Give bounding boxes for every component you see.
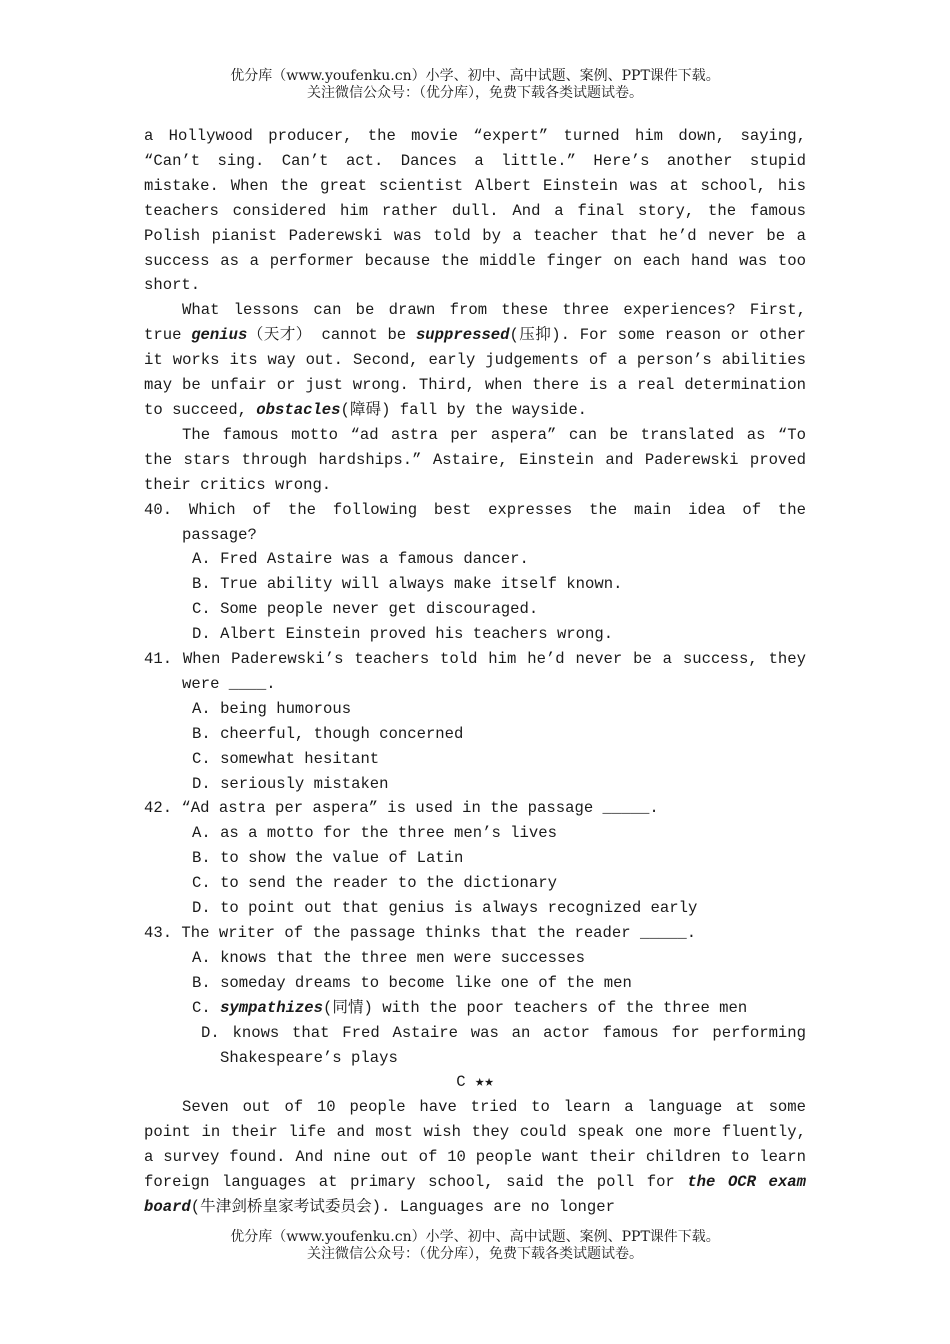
- question-42: [144, 796, 806, 921]
- option-b: B. cheerful, though concerned: [192, 724, 464, 743]
- option-a: A. knows that the three men were successes: [192, 948, 586, 967]
- option-c: C. Some people never get discouraged.: [192, 600, 539, 619]
- header-line-2: 关注微信公众号：（优分库），免费下载各类试题试卷。: [307, 85, 643, 101]
- text-run: (障碍) fall by the wayside.: [340, 400, 587, 419]
- header-line-1: 优分库（www.youfenku.cn）小学、初中、高中试题、案例、PPT课件下载。: [230, 68, 720, 84]
- option-b: B. True ability will always make itself known.: [192, 575, 623, 594]
- option-d: D. to point out that genius is always recognized early: [192, 899, 698, 918]
- option-d: D. seriously mistaken: [192, 774, 389, 793]
- text-run: （天才） cannot be: [247, 326, 416, 345]
- glossed-term-ocr-exam-board: the OCR exam board: [144, 1173, 806, 1216]
- option-a: A. Fred Astaire was a famous dancer.: [192, 550, 529, 569]
- glossed-word-suppressed: suppressed: [415, 326, 510, 345]
- glossed-word-obstacles: obstacles: [256, 400, 341, 419]
- option-a: A. as a motto for the three men’s lives: [192, 824, 557, 843]
- option-c: [144, 996, 806, 1021]
- passage-paragraph-2: [144, 298, 806, 423]
- option-c: C. to send the reader to the dictionary: [192, 874, 557, 893]
- question-41: [144, 647, 806, 796]
- question-stem: 42. “Ad astra per aspera” is used in the passage _____.: [144, 799, 659, 818]
- page-footer: [0, 1229, 950, 1263]
- section-c-title: C ★★: [456, 1073, 494, 1092]
- option-d: D. knows that Fred Astaire was an actor famous for performing Shakespeare’s plays: [201, 1023, 806, 1067]
- glossed-word-genius: genius: [191, 326, 248, 345]
- option-b: B. someday dreams to become like one of the men: [192, 973, 632, 992]
- question-43: [144, 921, 806, 1070]
- text-run: (牛津剑桥皇家考试委员会). Languages are no longer: [190, 1197, 615, 1216]
- option-a: A. being humorous: [192, 699, 352, 718]
- question-stem: 43. The writer of the passage thinks that the reader _____.: [144, 924, 697, 942]
- passage-paragraph-1: a Hollywood producer, the movie “expert” turned him down, saying, “Can’t sing. Can’t act. Dances a little.” Here’s another stupid mistake. When the great scientist Albert Einstein was at school, his teachers considered him rather dull. And a final story, the famous Polish pianist Paderewski was told by a teacher that he’d never be a success as a performer because the middle finger on each hand was too short.: [144, 127, 806, 295]
- question-40: [144, 498, 806, 647]
- document-body: [144, 124, 806, 1220]
- option-b: B. to show the value of Latin: [192, 849, 464, 868]
- option-c: C. somewhat hesitant: [192, 749, 380, 768]
- option-d: D. Albert Einstein proved his teachers wrong.: [192, 625, 614, 644]
- page-header: [0, 68, 950, 102]
- footer-line-1: 优分库（www.youfenku.cn）小学、初中、高中试题、案例、PPT课件下载。: [230, 1229, 720, 1245]
- text-run: (压抑). For some reason or other it works its way out. Second, early judgements of a person’s abilities may be unfair or just wrong. Third, when there is a real determination to succeed,: [144, 326, 806, 419]
- passage-paragraph-3: The famous motto “ad astra per aspera” can be translated as “To the stars through hardships.” Astaire, Einstein and Paderewski proved their critics wrong.: [144, 425, 806, 494]
- glossed-word-sympathizes: sympathizes: [220, 998, 324, 1017]
- footer-line-2: 关注微信公众号：（优分库），免费下载各类试题试卷。: [307, 1246, 643, 1262]
- text-run: (同情) with the poor teachers of the three men: [323, 998, 748, 1017]
- text-run: What lessons can be drawn from these three experiences? First, true: [144, 301, 806, 345]
- question-stem: 41. When Paderewski’s teachers told him he’d never be a success, they were ____.: [144, 650, 806, 693]
- question-stem: 40. Which of the following best expresses the main idea of the passage?: [144, 500, 806, 544]
- text-run: Seven out of 10 people have tried to learn a language at some point in their life and most wish they could speak one more fluently, a survey found. And nine out of 10 people want their children to learn foreign languages at primary school, said the poll for: [144, 1098, 806, 1192]
- text-run: C.: [192, 998, 221, 1017]
- section-c-paragraph-1: [144, 1095, 806, 1220]
